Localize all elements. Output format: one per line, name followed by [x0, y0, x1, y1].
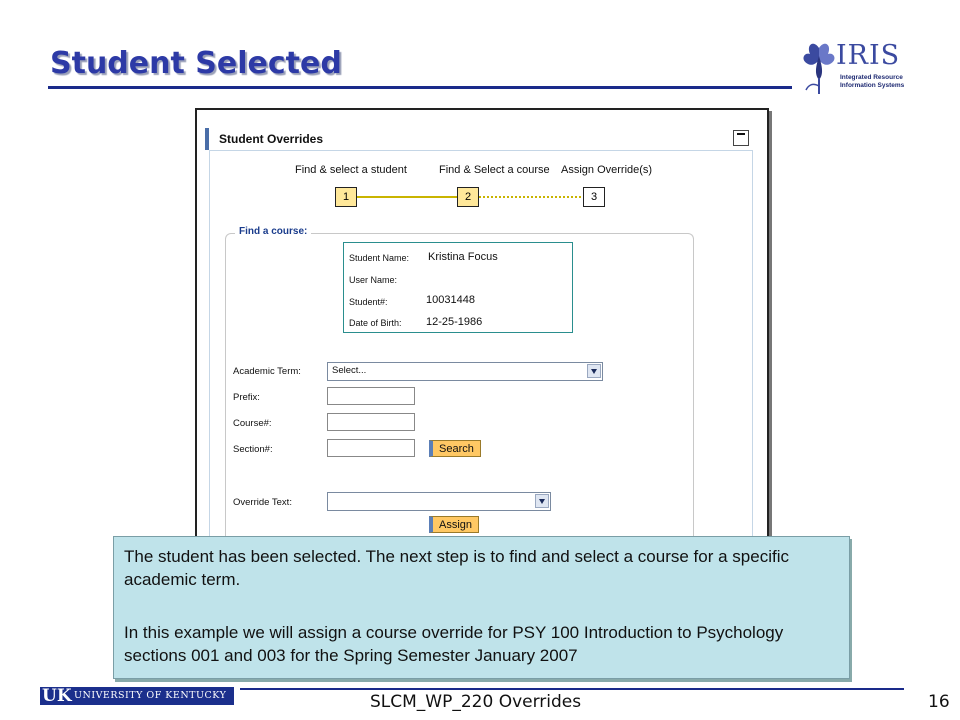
- uk-name: UNIVERSITY OF KENTUCKY: [74, 690, 227, 701]
- step-connector-1: [357, 196, 457, 198]
- footer-text: SLCM_WP_220 Overrides: [370, 692, 582, 712]
- step-3-indicator[interactable]: 3: [583, 187, 605, 207]
- uk-mark: UK: [42, 686, 72, 706]
- student-name-label: Student Name:: [349, 253, 410, 263]
- university-logo: [40, 687, 234, 705]
- student-number-value: 10031448: [426, 294, 475, 306]
- title-rule: [48, 86, 792, 89]
- course-number-input[interactable]: [327, 413, 415, 431]
- assign-button[interactable]: Assign: [429, 516, 479, 533]
- academic-term-label: Academic Term:: [233, 366, 301, 377]
- step-connector-2: [479, 196, 581, 198]
- iris-tagline-1: Integrated Resource: [840, 74, 903, 81]
- iris-logo: [800, 38, 905, 96]
- prefix-label: Prefix:: [233, 392, 260, 403]
- username-label: User Name:: [349, 275, 398, 285]
- panel-accent-bar: [205, 128, 209, 150]
- search-button[interactable]: Search: [429, 440, 481, 457]
- find-course-legend: Find a course:: [235, 226, 311, 237]
- override-text-label: Override Text:: [233, 497, 292, 508]
- footer-rule: [240, 688, 904, 690]
- callout-paragraph-1: The student has been selected. The next step is to find and select a course for a specific academic term.: [124, 547, 789, 589]
- student-number-label: Student#:: [349, 297, 388, 307]
- iris-tagline-2: Information Systems: [840, 82, 905, 89]
- academic-term-select[interactable]: [327, 362, 603, 381]
- instruction-callout: [113, 536, 850, 679]
- iris-flower-icon: [800, 38, 838, 94]
- step-label-2: Find & Select a course: [439, 164, 550, 176]
- student-info-box: [343, 242, 573, 333]
- section-number-input[interactable]: [327, 439, 415, 457]
- page-number: 16: [928, 692, 950, 712]
- step-1-indicator[interactable]: 1: [335, 187, 357, 207]
- step-label-1: Find & select a student: [295, 164, 407, 176]
- slide-title: Student Selected: [50, 46, 342, 81]
- step-label-3: Assign Override(s): [561, 164, 653, 176]
- screenshot-frame: [195, 108, 769, 542]
- academic-term-value: Select...: [332, 365, 367, 376]
- dob-label: Date of Birth:: [349, 318, 402, 328]
- student-name-value: Kristina Focus: [428, 251, 498, 263]
- chevron-down-icon[interactable]: [587, 364, 601, 378]
- override-text-select[interactable]: [327, 492, 551, 511]
- collapse-icon[interactable]: [733, 130, 749, 146]
- iris-logo-text: IRIS: [836, 40, 901, 71]
- step-2-indicator[interactable]: 2: [457, 187, 479, 207]
- prefix-input[interactable]: [327, 387, 415, 405]
- course-number-label: Course#:: [233, 418, 272, 429]
- section-number-label: Section#:: [233, 444, 273, 455]
- callout-paragraph-2: In this example we will assign a course override for PSY 100 Introduction to Psychology sections 001 and 003 for the Spring Semester January 2007: [124, 623, 784, 665]
- chevron-down-icon[interactable]: [535, 494, 549, 508]
- panel-title: Student Overrides: [219, 132, 324, 146]
- dob-value: 12-25-1986: [426, 316, 483, 328]
